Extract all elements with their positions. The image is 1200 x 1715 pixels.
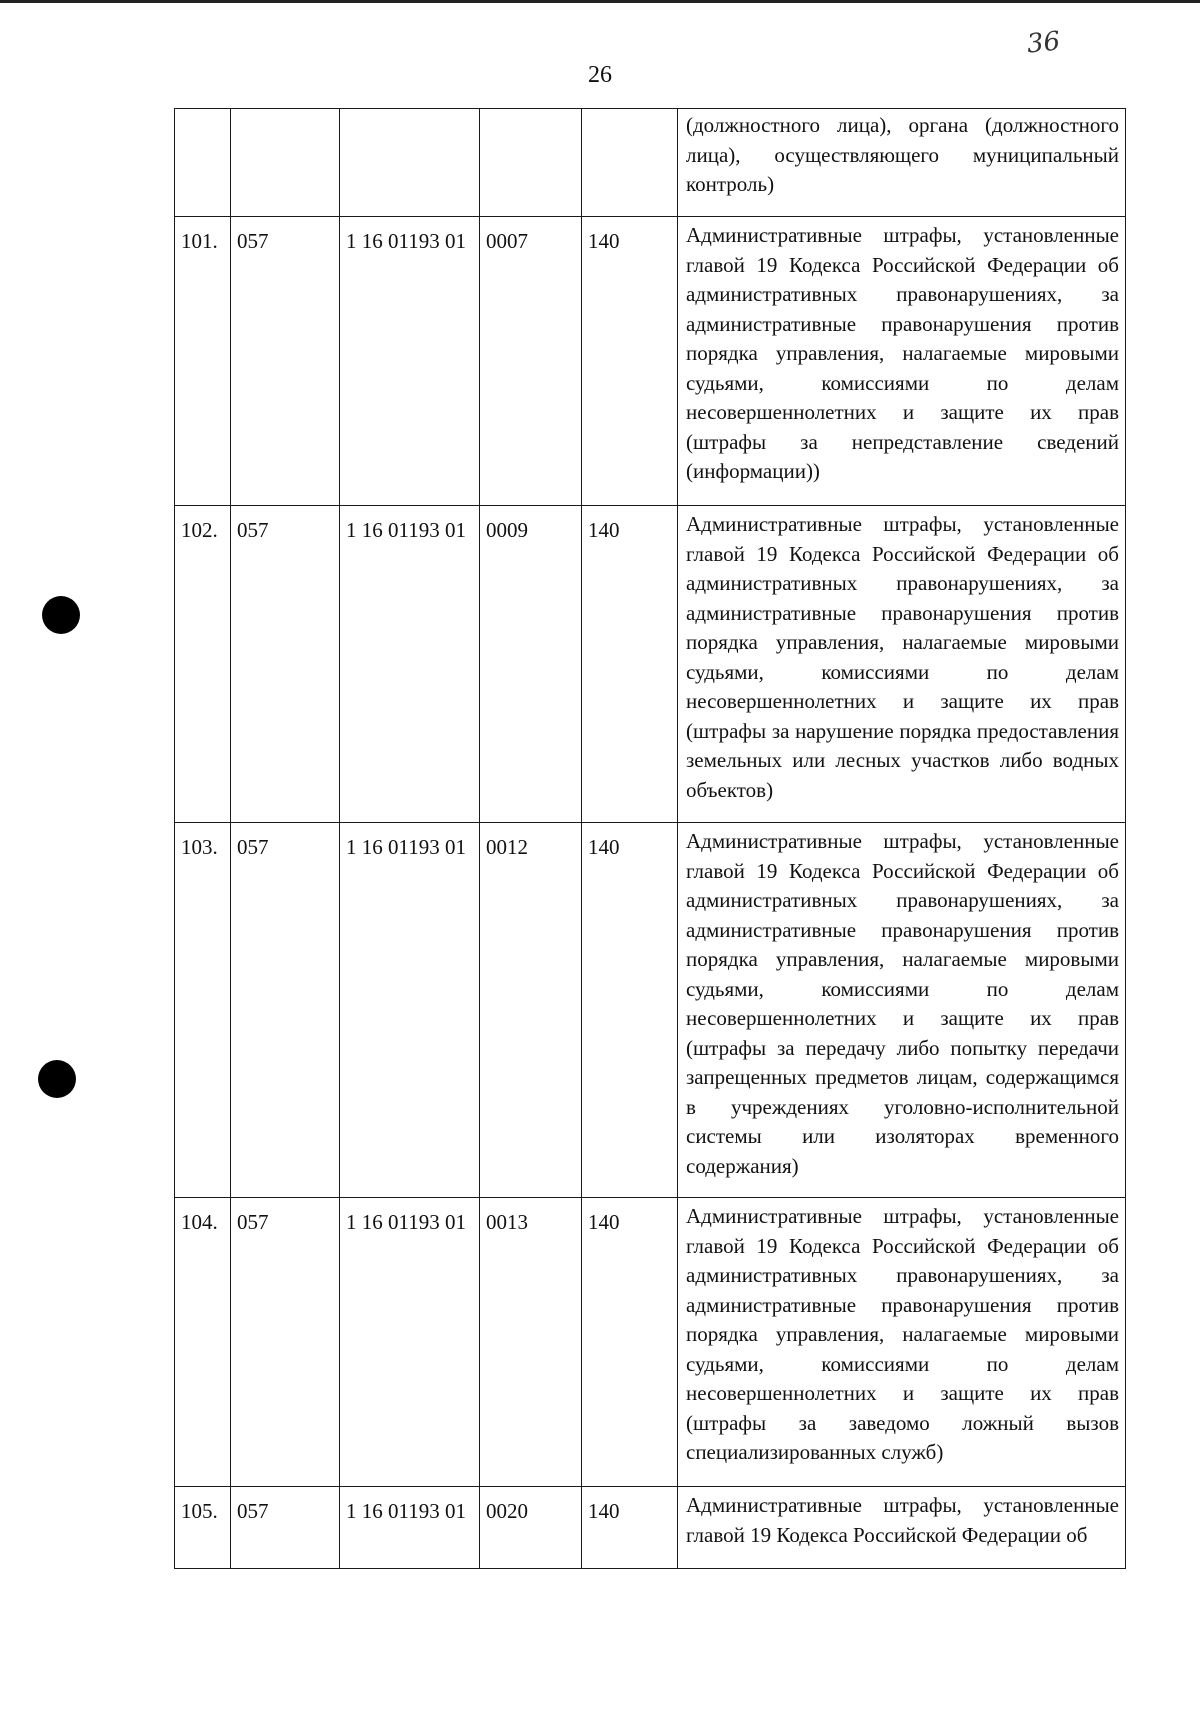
- revenue-code-cell: 1 16 01193 01: [340, 217, 480, 506]
- page-number: 26: [588, 62, 612, 88]
- punch-hole-mark: [38, 1060, 76, 1098]
- description-cell: Административные штрафы, установленные главой 19 Кодекса Российской Федерации об административных правонарушениях, за административные правонарушения против порядка управления, налагаемые мировыми судьями, комиссиями по делам несовершеннолетних и защите их прав (штрафы за передачу либо попытку передачи запрещенных предметов лицам, содержащимся в учреждениях уголовно-исполнительной системы или изоляторах временного содержания): [678, 823, 1126, 1198]
- handwritten-sheet-number: 36: [1025, 26, 1062, 60]
- budget-codes-table: [174, 108, 1126, 1569]
- table-row: [175, 1198, 1126, 1487]
- table-row: [175, 1487, 1126, 1569]
- revenue-code-cell: [340, 109, 480, 217]
- table-row: [175, 217, 1126, 506]
- economic-class-cell: 140: [582, 1487, 678, 1569]
- administrator-code-cell: 057: [231, 1198, 340, 1487]
- revenue-code-cell: 1 16 01193 01: [340, 1487, 480, 1569]
- description-cell: Административные штрафы, установленные главой 19 Кодекса Российской Федерации об административных правонарушениях, за административные правонарушения против порядка управления, налагаемые мировыми судьями, комиссиями по делам несовершеннолетних и защите их прав (штрафы за нарушение порядка предоставления земельных или лесных участков либо водных объектов): [678, 506, 1126, 823]
- subtype-code-cell: 0009: [480, 506, 582, 823]
- row-number-cell: 103.: [175, 823, 231, 1198]
- administrator-code-cell: [231, 109, 340, 217]
- economic-class-cell: [582, 109, 678, 217]
- subtype-code-cell: 0007: [480, 217, 582, 506]
- row-number-cell: 104.: [175, 1198, 231, 1487]
- row-number-cell: [175, 109, 231, 217]
- economic-class-cell: 140: [582, 1198, 678, 1487]
- subtype-code-cell: 0020: [480, 1487, 582, 1569]
- description-cell: (должностного лица), органа (должностного лица), осуществляющего муниципальный контроль): [678, 109, 1126, 217]
- scan-top-border: [0, 0, 1200, 3]
- row-number-cell: 102.: [175, 506, 231, 823]
- administrator-code-cell: 057: [231, 217, 340, 506]
- economic-class-cell: 140: [582, 217, 678, 506]
- administrator-code-cell: 057: [231, 823, 340, 1198]
- administrator-code-cell: 057: [231, 506, 340, 823]
- description-cell: Административные штрафы, установленные главой 19 Кодекса Российской Федерации об: [678, 1487, 1126, 1569]
- table-row: [175, 109, 1126, 217]
- revenue-code-cell: 1 16 01193 01: [340, 1198, 480, 1487]
- subtype-code-cell: 0012: [480, 823, 582, 1198]
- description-cell: Административные штрафы, установленные главой 19 Кодекса Российской Федерации об административных правонарушениях, за административные правонарушения против порядка управления, налагаемые мировыми судьями, комиссиями по делам несовершеннолетних и защите их прав (штрафы за непредставление сведений (информации)): [678, 217, 1126, 506]
- economic-class-cell: 140: [582, 823, 678, 1198]
- table-row: [175, 506, 1126, 823]
- description-cell: Административные штрафы, установленные главой 19 Кодекса Российской Федерации об административных правонарушениях, за административные правонарушения против порядка управления, налагаемые мировыми судьями, комиссиями по делам несовершеннолетних и защите их прав (штрафы за заведомо ложный вызов специализированных служб): [678, 1198, 1126, 1487]
- subtype-code-cell: [480, 109, 582, 217]
- row-number-cell: 105.: [175, 1487, 231, 1569]
- revenue-code-cell: 1 16 01193 01: [340, 506, 480, 823]
- administrator-code-cell: 057: [231, 1487, 340, 1569]
- row-number-cell: 101.: [175, 217, 231, 506]
- punch-hole-mark: [42, 596, 80, 634]
- subtype-code-cell: 0013: [480, 1198, 582, 1487]
- table-row: [175, 823, 1126, 1198]
- revenue-code-cell: 1 16 01193 01: [340, 823, 480, 1198]
- economic-class-cell: 140: [582, 506, 678, 823]
